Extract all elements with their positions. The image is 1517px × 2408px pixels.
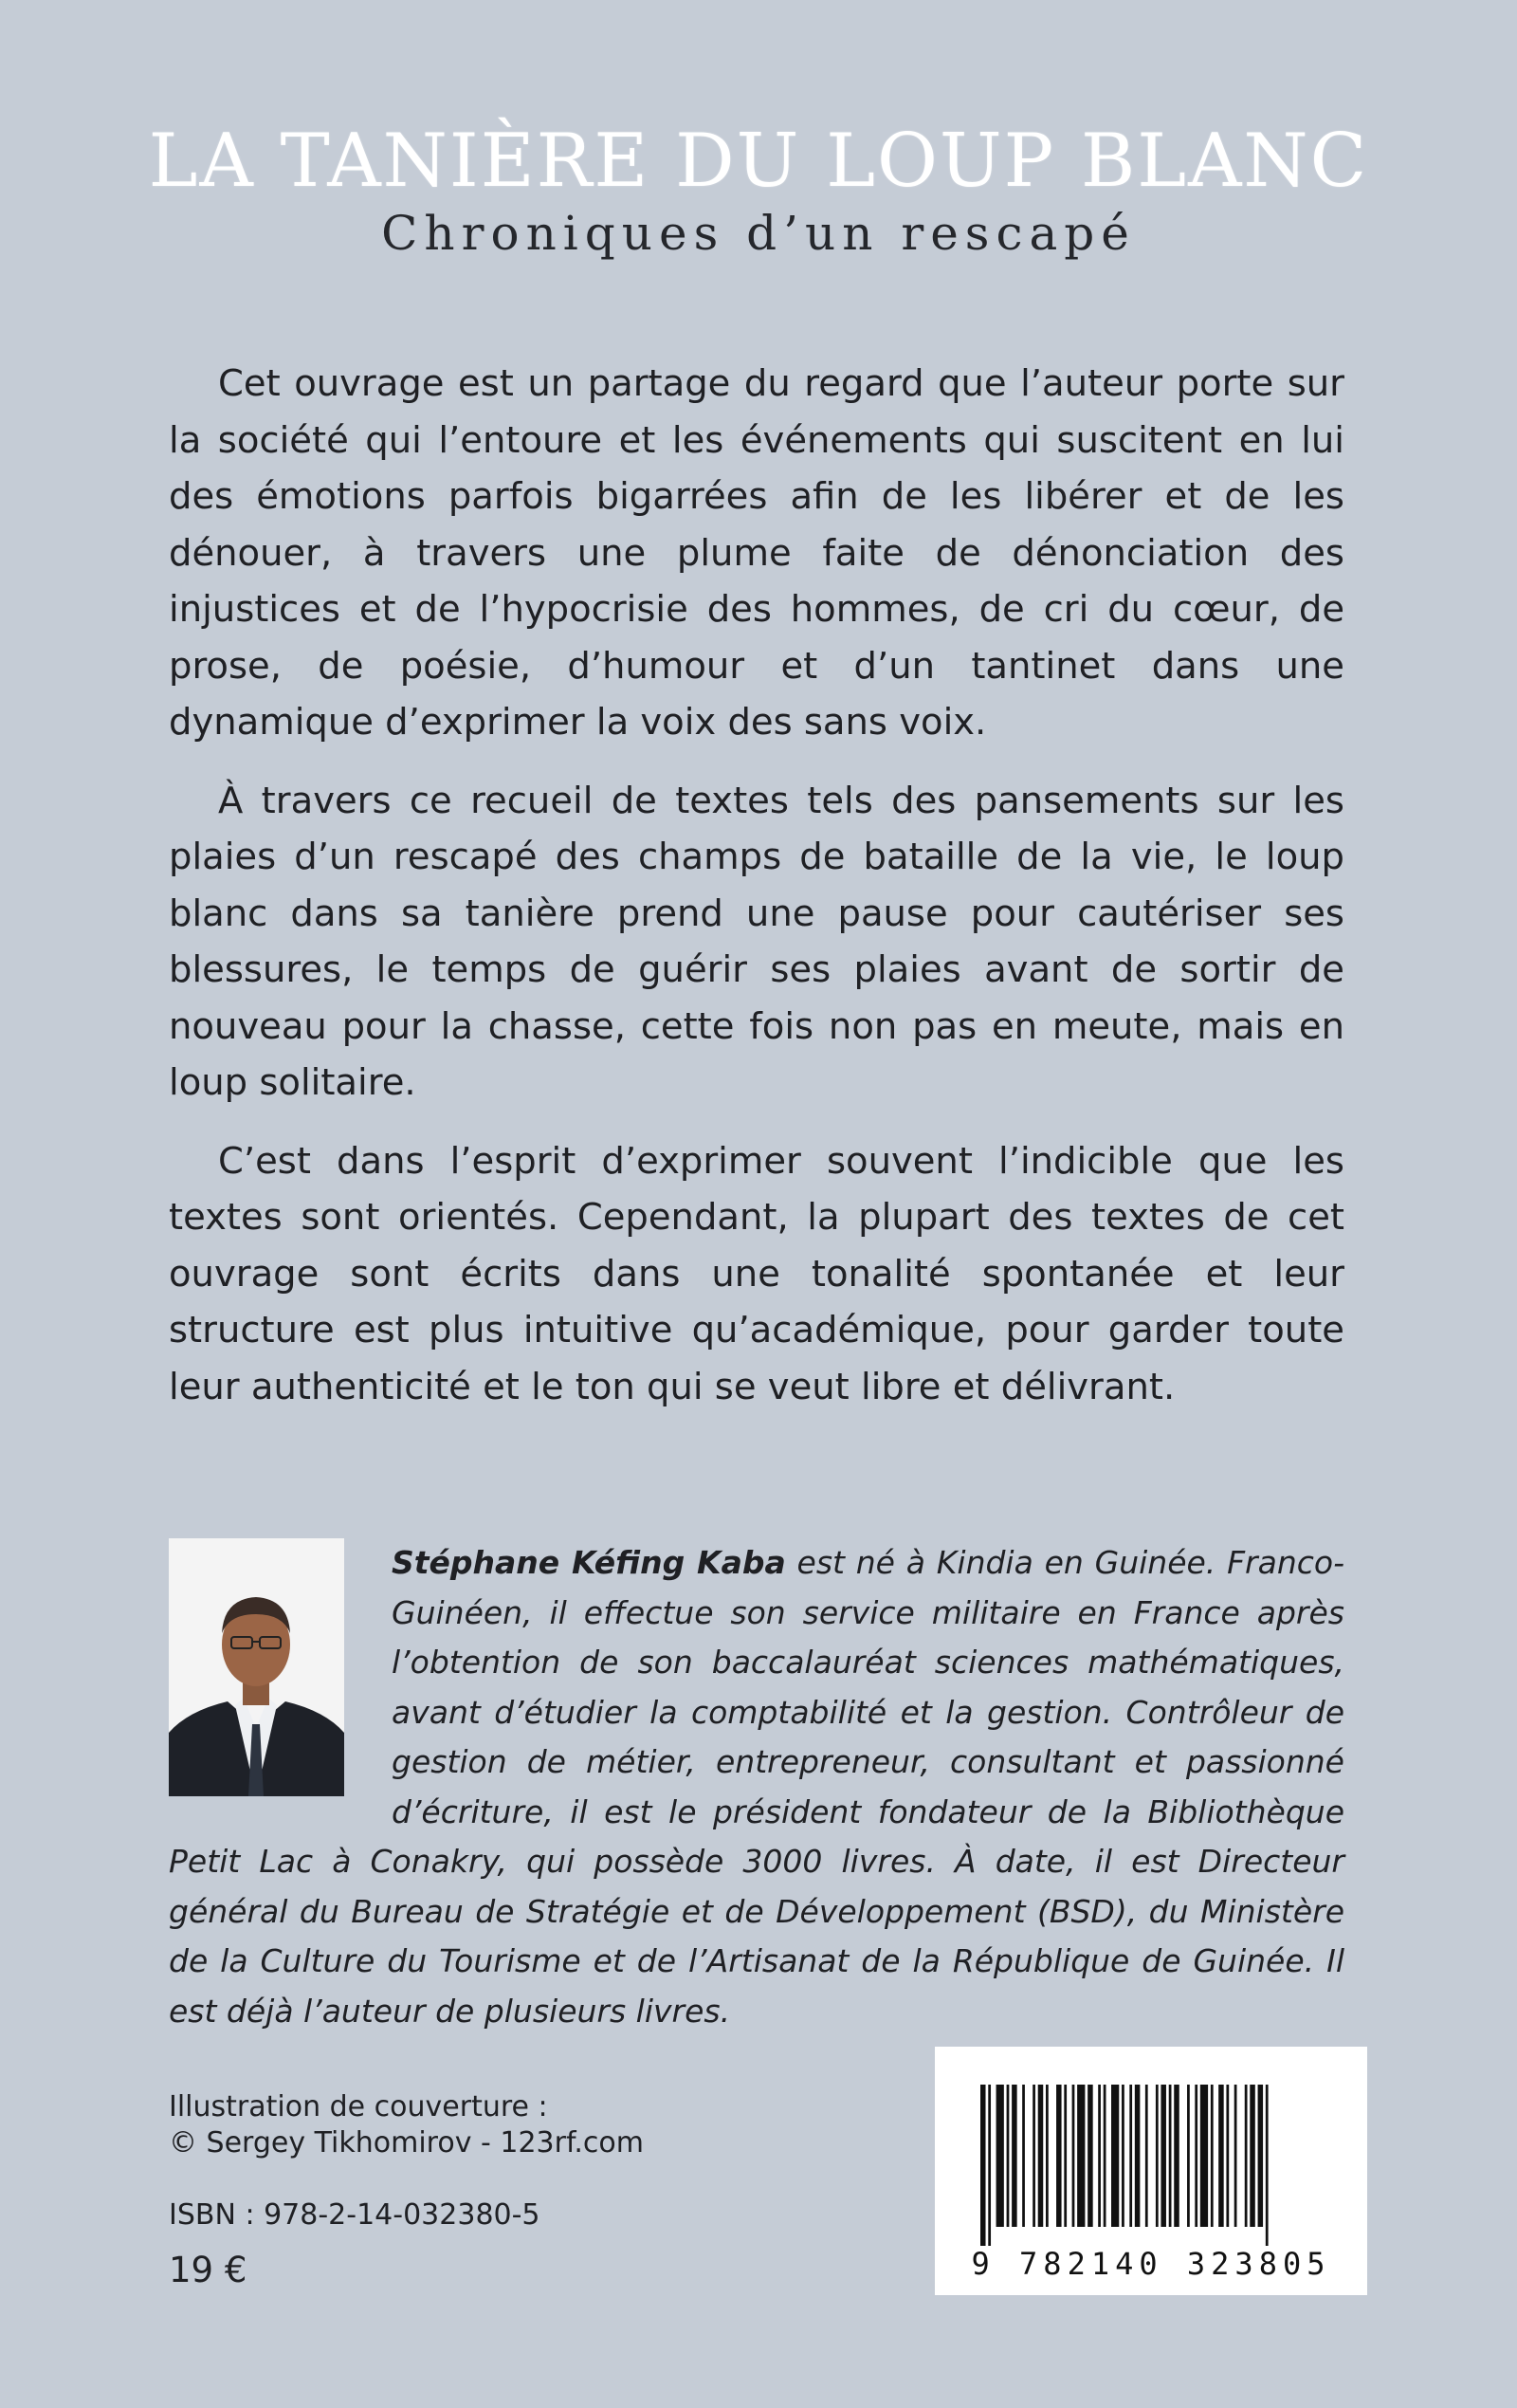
- credits-source: © Sergey Tikhomirov - 123rf.com: [169, 2126, 644, 2160]
- barcode-bar: [1007, 2085, 1010, 2227]
- author-name: Stéphane Kéfing Kaba: [392, 1544, 786, 1581]
- barcode-bar: [1226, 2085, 1229, 2227]
- barcode-bar: [980, 2085, 986, 2246]
- barcode-bar: [1258, 2085, 1264, 2227]
- barcode-bar: [1161, 2085, 1166, 2227]
- barcode-bar: [1129, 2085, 1132, 2227]
- blurb-paragraph: C’est dans l’esprit d’exprimer souvent l’indicible que les textes sont orientés. Cependant, la plupart des textes de cet ouvrage sont écrits dans une tonalité spontanée et leur structure est plus intuitive qu’académique, pour garder toute leur authenticité et le ton qui se veut libre et délivrant.: [169, 1139, 1344, 1408]
- barcode-bar: [1104, 2085, 1106, 2227]
- barcode-bar: [1064, 2085, 1067, 2227]
- barcode-bar: [1174, 2085, 1179, 2227]
- barcode-bar: [1200, 2085, 1208, 2227]
- barcode-bar: [1072, 2085, 1075, 2227]
- blurb-paragraph: Cet ouvrage est un partage du regard que l’auteur porte sur la société qui l’entoure et les événements qui suscitent en lui des émotions parfois bigarrées afin de les libérer et de les dénouer, à travers une plume faite de dénonciation des injustices et de l’hypocrisie des hommes, de cri du cœur, de prose, de poésie, d’humour et d’un tantinet dans une dynamique d’exprimer la voix des sans voix.: [169, 362, 1344, 744]
- barcode-bar: [1187, 2085, 1190, 2227]
- barcode-bar: [1022, 2085, 1025, 2227]
- book-subtitle: Chroniques d’un rescapé: [381, 206, 1136, 261]
- barcode-bar: [1122, 2085, 1124, 2227]
- price: 19 €: [169, 2250, 247, 2290]
- book-title: LA TANIÈRE DU LOUP BLANC: [148, 119, 1369, 204]
- barcode-bar: [1156, 2085, 1159, 2227]
- barcode-bar: [996, 2085, 1004, 2227]
- barcode-bar: [988, 2085, 991, 2246]
- barcode-bar: [1145, 2085, 1148, 2227]
- barcode-digits: 9 782140 323805: [971, 2246, 1331, 2282]
- author-bio-text: est né à Kindia en Guinée. Franco-Guinéen, il effectue son service militaire en France après l’obtention de son baccalauréat sciences mathématiques, avant d’étudier la comptabilité et la gestion. Contrôleur de gestion de métier, entrepreneur, consultant et passionné d’écriture, il est le président fondateur de la Bibliothèque Petit Lac à Conakry, qui possède 3000 livres. À date, il est Directeur général du Bureau de Stratégie et de Développement (BSD), du Ministère de la Culture du Tourisme et de l’Artisanat de la République de Guinée. Il est déjà l’auteur de plusieurs livres.: [169, 1544, 1344, 2030]
- barcode-bar: [1211, 2085, 1214, 2227]
- barcode-bar: [1250, 2085, 1255, 2227]
- barcode-bar: [1033, 2085, 1035, 2227]
- isbn: ISBN : 978-2-14-032380-5: [169, 2198, 540, 2232]
- barcode-bar: [1012, 2085, 1017, 2227]
- credits-label: Illustration de couverture :: [169, 2090, 548, 2123]
- barcode-bar: [1135, 2085, 1141, 2227]
- author-bio: [169, 1538, 1344, 2036]
- barcode-bar: [1266, 2085, 1269, 2246]
- barcode-bar: [1087, 2085, 1093, 2227]
- barcode-bar: [1245, 2085, 1248, 2227]
- barcode-bar: [1077, 2085, 1085, 2227]
- barcode-bar: [1169, 2085, 1172, 2227]
- cover-credits: [169, 2089, 644, 2161]
- barcode-bar: [1038, 2085, 1044, 2227]
- barcode-bar: [1234, 2085, 1237, 2227]
- barcode: [935, 2047, 1367, 2295]
- barcode-bar: [1056, 2085, 1062, 2227]
- blurb-paragraph: À travers ce recueil de textes tels des pansements sur les plaies d’un rescapé des champs de bataille de la vie, le loup blanc dans sa tanière prend une pause pour cautériser ses blessures, le temps de guérir ses plaies avant de sortir de nouveau pour la chasse, cette fois non pas en meute, mais en loup solitaire.: [169, 779, 1344, 1104]
- blurb: [169, 356, 1344, 1437]
- barcode-bar: [1218, 2085, 1224, 2227]
- author-photo: [169, 1538, 344, 1796]
- barcode-bar: [1195, 2085, 1197, 2227]
- barcode-bar: [1046, 2085, 1049, 2227]
- barcode-bar: [1111, 2085, 1119, 2227]
- barcode-bar: [1098, 2085, 1101, 2227]
